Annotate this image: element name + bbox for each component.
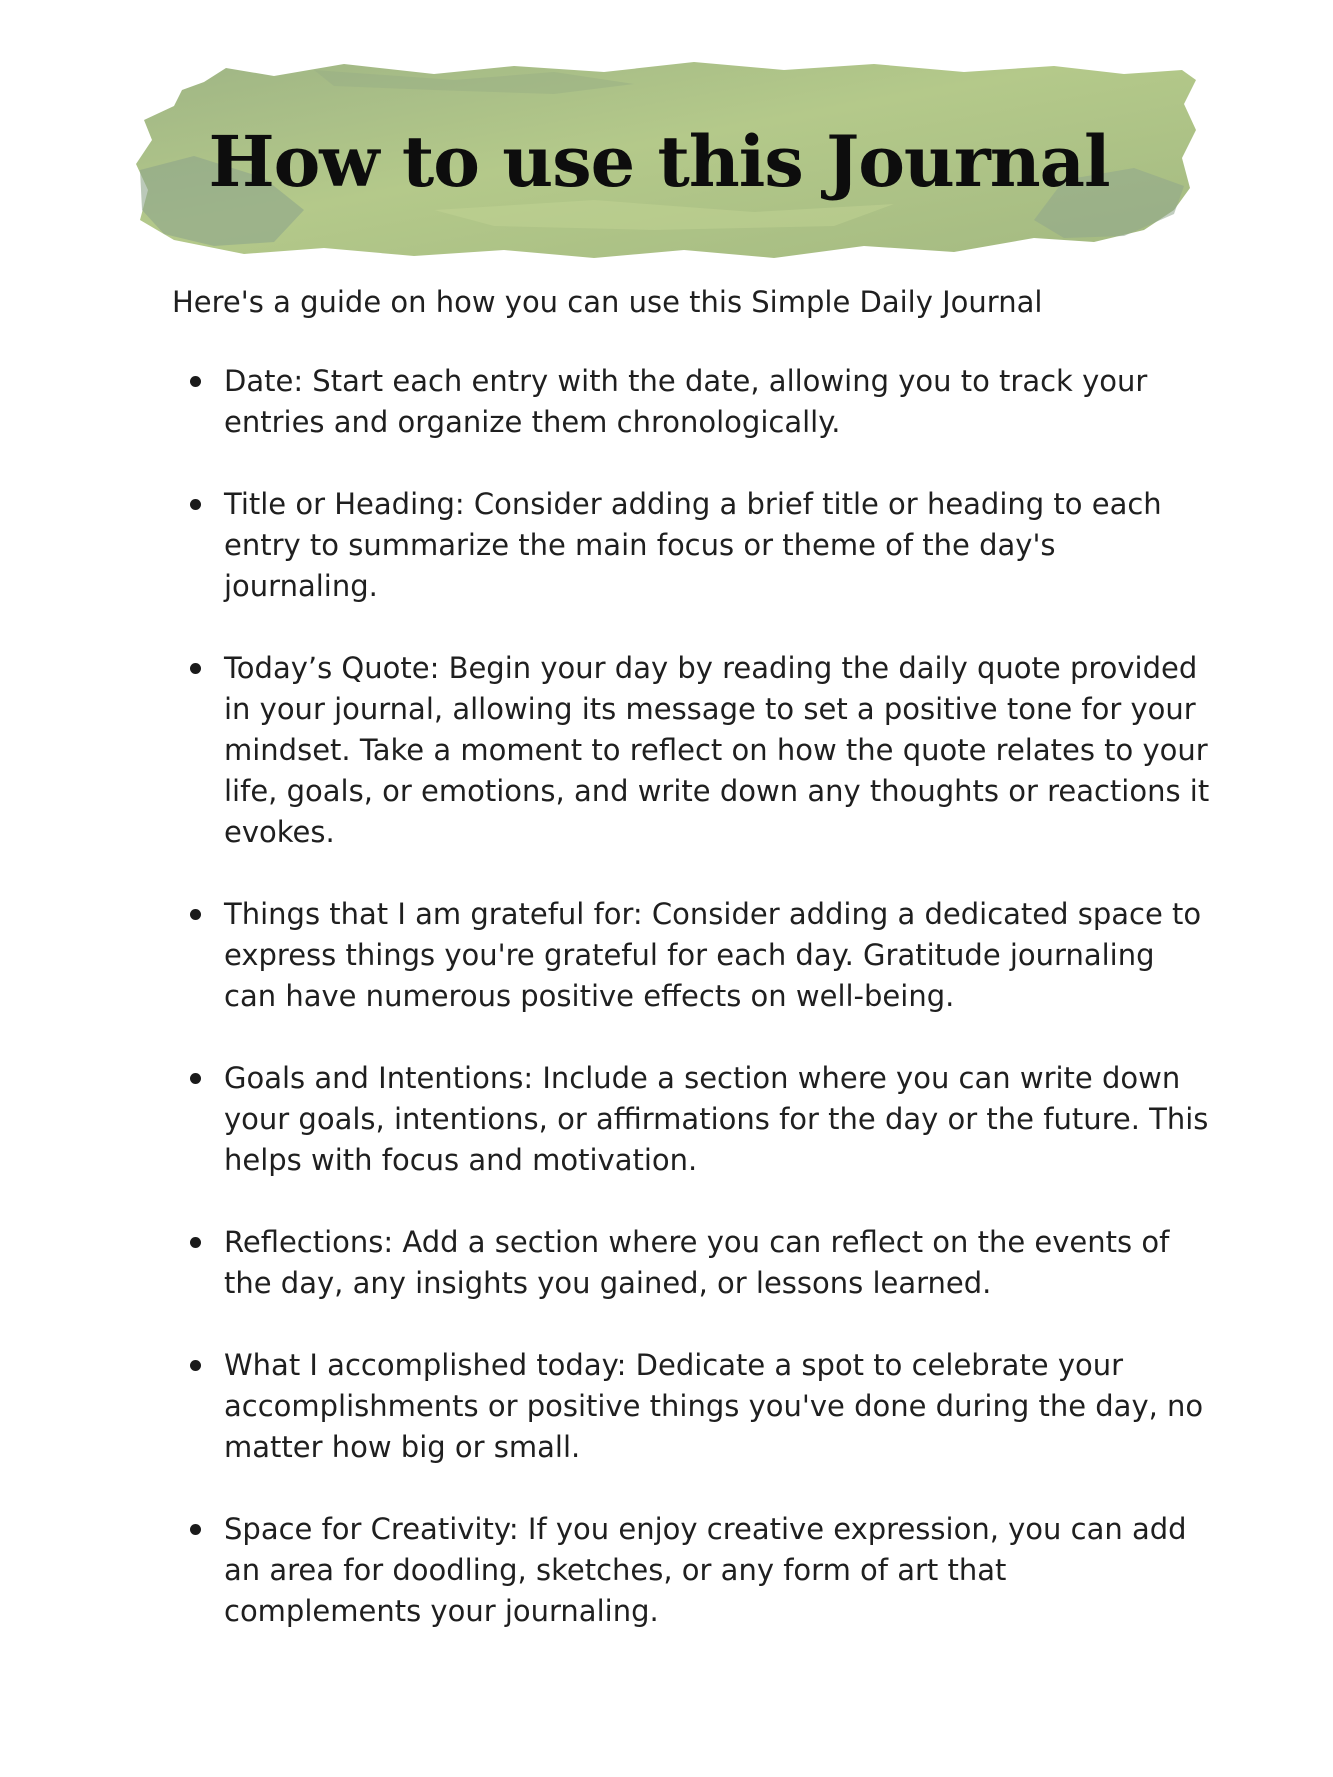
bullet-icon — [190, 663, 201, 674]
guide-item-text: Things that I am grateful for: Consider adding a dedicated space to express things you're grateful for each day. Gratitude journaling can have numerous positive effects on well-being. — [224, 897, 1202, 1013]
guide-item-text: Today’s Quote: Begin your day by reading the daily quote provided in your journal, allowing its message to set a positive tone for your mindset. Take a moment to reflect on how the quote relates to your life, goals, or emotions, and write down any thoughts or reactions it evokes. — [224, 651, 1210, 849]
bullet-icon — [190, 1524, 201, 1535]
guide-item-goals — [172, 1058, 1212, 1181]
watercolor-banner — [134, 60, 1214, 265]
guide-item-gratitude — [172, 894, 1212, 1017]
guide-item-text: Space for Creativity: If you enjoy creative expression, you can add an area for doodling, sketches, or any form of art that complements your journaling. — [224, 1512, 1187, 1628]
guide-list — [172, 361, 1212, 1673]
guide-item-date — [172, 361, 1212, 443]
guide-item-accomplished — [172, 1345, 1212, 1468]
bullet-icon — [190, 909, 201, 920]
guide-item-text: What I accomplished today: Dedicate a spot to celebrate your accomplishments or positive things you've done during the day, no matter how big or small. — [224, 1348, 1204, 1464]
bullet-icon — [190, 1360, 201, 1371]
guide-item-text: Goals and Intentions: Include a section where you can write down your goals, intentions, or affirmations for the day or the future. This helps with focus and motivation. — [224, 1061, 1209, 1177]
guide-item-reflections — [172, 1222, 1212, 1304]
bullet-icon — [190, 1073, 201, 1084]
page-title: How to use this Journal — [208, 120, 1110, 203]
guide-item-title — [172, 484, 1212, 607]
guide-item-text: Title or Heading: Consider adding a brief title or heading to each entry to summarize the main focus or theme of the day's journaling. — [224, 487, 1162, 603]
bullet-icon — [190, 499, 201, 510]
guide-item-creativity — [172, 1509, 1212, 1632]
bullet-icon — [190, 1237, 201, 1248]
guide-item-text: Reflections: Add a section where you can reflect on the events of the day, any insights you gained, or lessons learned. — [224, 1225, 1170, 1300]
guide-item-quote — [172, 648, 1212, 853]
intro-text: Here's a guide on how you can use this Simple Daily Journal — [172, 285, 1043, 319]
bullet-icon — [190, 376, 201, 387]
guide-item-text: Date: Start each entry with the date, allowing you to track your entries and organize them chronologically. — [224, 364, 1148, 439]
